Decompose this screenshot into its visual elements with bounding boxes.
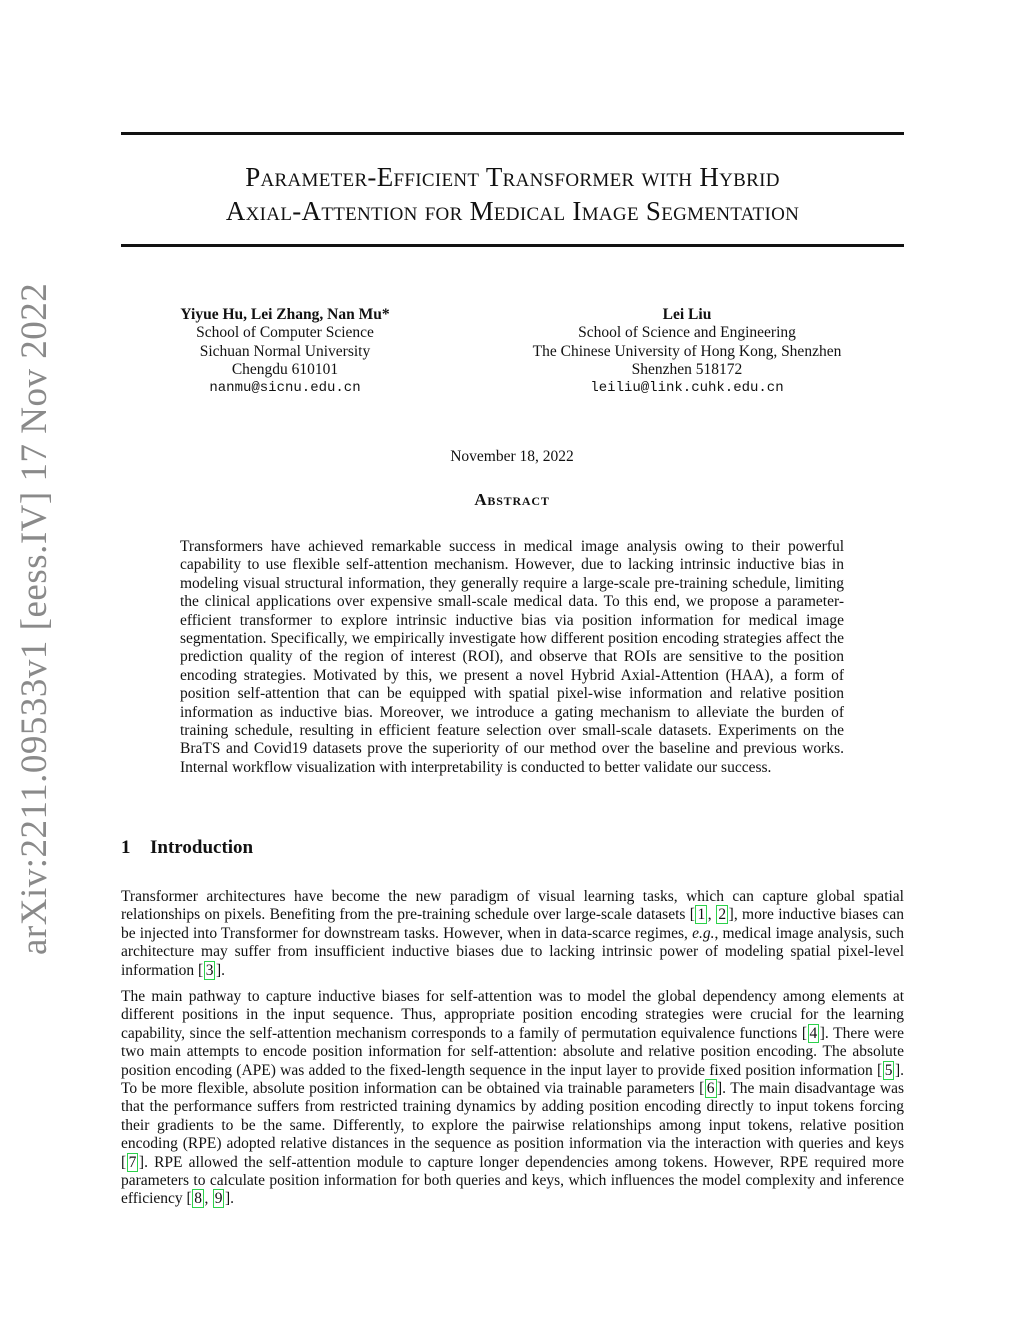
author-email[interactable]: nanmu@sicnu.edu.cn [209,380,361,397]
title-rule-top [121,132,904,135]
author-department: School of Science and Engineering [578,324,796,342]
section-heading-introduction [121,837,253,859]
italic-abbreviation: e.g. [692,924,715,942]
citation-link[interactable]: 8 [194,1190,202,1208]
text-run: ]. RPE allowed the self-attention module to capture longer dependencies among tokens. However, RPE required more parameters to calculate position information for both queries and keys, which influences the model complexity and inference efficiency [ [121,1153,904,1208]
text-run: Transformer architectures have become the new paradigm of visual learning tasks, which can capture global spatial relationships on pixels. Benefiting from the pre-training schedule over large-scale datasets [ [121,888,904,924]
intro-paragraph-2 [121,988,904,1209]
author-city: Shenzhen 518172 [631,360,743,378]
author-names: Lei Liu [662,306,712,323]
citation-link[interactable]: 6 [706,1080,715,1098]
intro-paragraph-1 [121,888,904,980]
author-email[interactable]: leiliu@link.cuhk.edu.cn [590,380,784,397]
text-run: , [707,906,716,924]
text-run: The main pathway to capture inductive biases for self-attention was to model the global dependency among elements at different positions in the input sequence. Thus, appropriate position encoding strategies were crucial for the learning capability, since the self-attention mechanism corresponds to a family of permutation equivalence functions [ [121,988,904,1042]
text-run: , [204,1190,213,1208]
author-names: Yiyue Hu, Lei Zhang, Nan Mu* [180,306,390,323]
citation-link[interactable]: 1 [697,906,706,924]
paper-title-line-1: Parameter-Efficient Transformer with Hybrid [245,162,780,192]
section-number: 1 [121,837,131,858]
title-rule-bottom [121,244,904,247]
text-run: , medical image analysis, such architecture may suffer from insufficient inductive biases due to lacking intrinsic power of modeling spatial pixel-level information [ [121,924,905,979]
text-run: ], more inductive biases can be injected into Transformer for downstream tasks. However, when in data-scarce regimes, [121,906,905,942]
citation-link[interactable]: 4 [809,1024,818,1042]
author-institution: Sichuan Normal University [199,342,371,360]
text-run: ]. [215,961,226,979]
publication-date: November 18, 2022 [450,448,574,465]
citation-link[interactable]: 2 [718,906,727,924]
paper-title [121,160,904,228]
citation-link[interactable]: 3 [205,961,214,979]
author-block-1 [160,306,410,397]
abstract-text: Transformers have achieved remarkable success in medical image analysis owing to their powerful capability to use flexible self-attention mechanism. However, due to lacking intrinsic inductive bias in modeling visual structural information, they generally require a large-scale pre-training schedule, limiting the clinical applications over expensive small-scale medical data. To this end, we propose a parameter-efficient transformer to explore intrinsic inductive bias via position information for medical image segmentation. Specifically, we empirically investigate how different position encoding strategies affect the prediction quality of the region of interest (ROI), and observe that ROIs are sensitive to the position encoding strategies. Motivated by this, we present a novel Hybrid Axial-Attention (HAA), a form of position self-attention that can be equipped with spatial pixel-wise information and relative position information as inductive bias. Moreover, we introduce a gating mechanism to alleviate the burden of training schedule, resulting in efficient feature selection over small-scale datasets. Experiments on the BraTS and Covid19 datasets prove the superiority of our method over the baseline and previous works. Internal workflow visualization with interpretability is conducted to better validate our success. [180,538,844,776]
author-department: School of Computer Science [196,324,374,342]
paper-title-line-2: Axial-Attention for Medical Image Segmentation [225,196,800,226]
text-run: ]. [224,1190,235,1208]
author-city: Chengdu 610101 [231,360,339,378]
citation-link[interactable]: 7 [128,1153,137,1171]
text-run: ]. There were two main attempts to encode position information for self-attention: absolute and relative position encoding. The absolute position encoding (APE) was added to the fixed-length sequence in the input layer to provide fixed position information [ [121,1024,904,1079]
abstract-heading: Abstract [474,490,550,509]
author-institution: The Chinese University of Hong Kong, Shenzhen [532,342,842,360]
arxiv-identifier: arXiv:2211.09533v1 [eess.IV] 17 Nov 2022 [14,282,55,955]
text-run: ]. The main disadvantage was that the performance suffers from restricted training dynamics by adding position encoding directly to input tokens forcing their gradients to be the same. Differently, to explore the pairwise relationships among input tokens, relative position encoding (RPE) adopted relative distances in the sequence as position information via the interaction with queries and keys [ [121,1080,904,1171]
section-title: Introduction [150,837,254,858]
citation-link[interactable]: 9 [214,1190,223,1208]
text-run: ]. To be more flexible, absolute position information can be obtained via trainable parameters [ [121,1061,904,1098]
author-block-2 [507,306,867,397]
citation-link[interactable]: 5 [884,1061,893,1079]
